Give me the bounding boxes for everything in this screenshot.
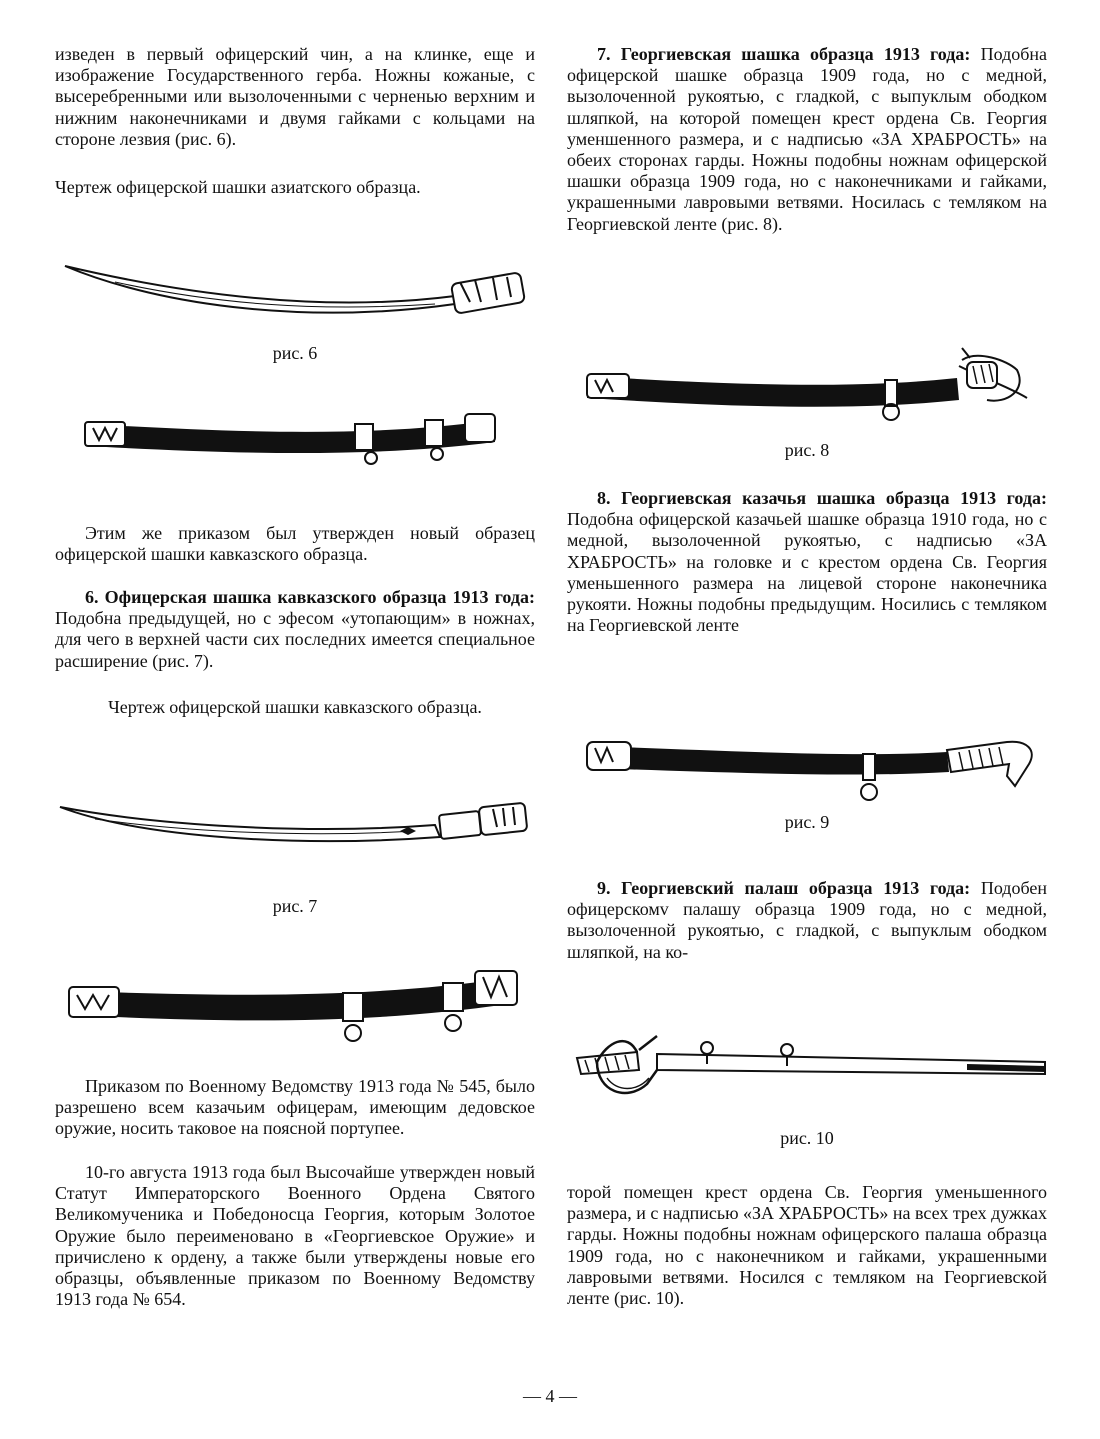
figure-10-broadsword — [567, 1022, 1047, 1122]
caption-fig-7: рис. 7 — [272, 896, 318, 916]
item-9-body: Подобен офицерскомv палашу образца 1909 года, но с медной, вызолоченной рукоятью, с гладкой, с выпуклым ободком шляпкой, на ко- — [567, 878, 1048, 962]
paragraph-asian-drawing-title: Чертеж офицерской шашки азиатского образца. — [55, 177, 421, 197]
figure-7-scabbard — [55, 965, 535, 1055]
paragraph-item-9 — [567, 878, 1047, 963]
figure-6-scabbard — [55, 400, 535, 470]
paragraph-caucasian-approval: Этим же приказом был утвержден новый образец офицерской шашки кавказского образца. — [55, 523, 535, 565]
item-6-heading: 6. Офицерская шашка кавказского образца 1913 года: — [85, 587, 535, 607]
paragraph-order-545: Приказом по Военному Ведомству 1913 года № 545, было разрешено всем казачьим офицерам, имеющим дедовское оружие, носить таковое на поясной портупее. — [55, 1076, 535, 1139]
page-number: — 4 — — [523, 1386, 577, 1406]
paragraph-item-6 — [55, 587, 535, 672]
paragraph-scabbard-description: изведен в первый офицерский чин, а на клинке, еще и изображение Государственного герба. Ножны кожаные, с высеребренными или вызолоченными с черненью верхним и нижним наконечниками и двумя гайками с кольцами на стороне лезвия (рис. 6). — [55, 44, 535, 149]
figure-7-blade — [55, 795, 535, 865]
item-7-body: Подобна офицерской шашке образца 1909 года, но с медной, вызолоченной рукоятью, с гладкой, с выпуклым ободком шляпкой, на которой помещен крест ордена Св. Георгия уменшенного размера, и с надписью «ЗА ХРАБРОСТЬ» на обеих сторонах гарды. Ножны подобны ножнам офицерской шашки образца 1909 года, но с наконечниками и гайками, украшенными лавровыми ветвями. Носилась с темляком на Георгиевской ленте (рис. 8). — [567, 44, 1048, 234]
item-7-heading: 7. Георгиевская шашка образца 1913 года: — [597, 44, 971, 64]
paragraph-item-8 — [567, 488, 1047, 636]
item-8-body: Подобна офицерской казачьей шашке образца 1910 года, но с медной, вызолоченной рукоятью, с надписью «ЗА ХРАБРОСТЬ» на головке и с крестом ордена Св. Георгия уменьшенного размера на лицевой стороне наконечника рукояти. Ножны подобны предыдущим. Носились с темляком на Георгиевской ленте — [567, 509, 1047, 636]
figure-8-sabre — [567, 340, 1047, 430]
paragraph-caucasian-drawing-title: Чертеж офицерской шашки кавказского образца. — [108, 697, 482, 717]
item-8-heading: 8. Георгиевская казачья шашка образца 1913 года: — [597, 488, 1047, 508]
figure-9-shashka — [567, 720, 1047, 810]
caption-fig-8: рис. 8 — [784, 440, 830, 460]
caption-fig-6: рис. 6 — [272, 343, 318, 363]
caption-fig-9: рис. 9 — [784, 812, 830, 832]
item-9-heading: 9. Георгиевский палаш образца 1913 года: — [597, 878, 971, 898]
paragraph-item-9-continued: торой помещен крест ордена Св. Георгия уменьшенного размера, и с надписью «ЗА ХРАБРОСТЬ» на всех трех дужках гарды. Ножны подобны ножнам офицерского палаша образца 1909 года, но с наконечником и гайками, украшенными лавровыми ветвями. Носился с темляком на Георгиевской ленте (рис. 10). — [567, 1182, 1048, 1309]
figure-6-blade — [55, 252, 535, 342]
paragraph-statute: 10-го августа 1913 года был Высочайше утвержден новый Статут Императорского Военного Ордена Святого Великомученика и Победоносца Георгия, которым Золотое Оружие было переименовано в «Георгиевское Оружие» и причислено к ордену, а также были утверждены новые его образцы, объявленные приказом по Военному Ведомству 1913 года № 654. — [55, 1162, 535, 1310]
item-6-body: Подобна предыдущей, но с эфесом «утопающим» в ножнах, для чего в верхней части сих последних имеется специальное расширение (рис. 7). — [55, 608, 535, 671]
caption-fig-10: рис. 10 — [780, 1128, 834, 1148]
paragraph-item-7 — [567, 44, 1047, 235]
